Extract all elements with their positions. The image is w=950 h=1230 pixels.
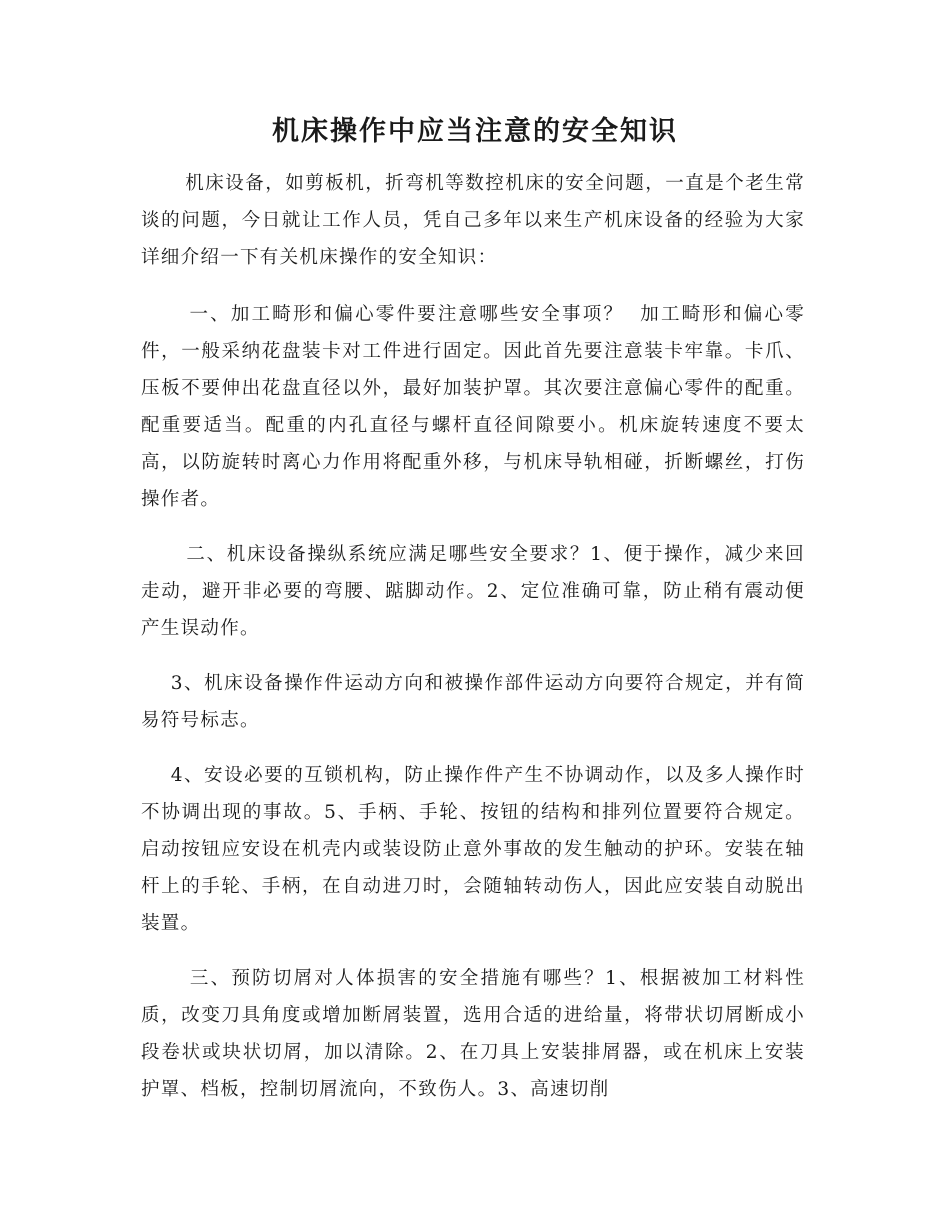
paragraph-section-2: 二、机床设备操纵系统应满足哪些安全要求？1、便于操作，减少来回走动，避开非必要的弯腰、踮脚动作。2、定位准确可靠，防止稍有震动便产生误动作。 bbox=[141, 544, 805, 639]
document-title: 机床操作中应当注意的安全知识 bbox=[272, 116, 678, 147]
paragraph-item-3: 3、机床设备操作件运动方向和被操作部件运动方向要符合规定，并有简易符号标志。 bbox=[141, 673, 805, 731]
paragraph-section-1: 一、加工畸形和偏心零件要注意哪些安全事项？ 加工畸形和偏心零件，一般采纳花盘装卡对工件进行固定。因此首先要注意装卡牢靠。卡爪、压板不要伸出花盘直径以外，最好加装护罩。其次要注意偏心零件的配重。配重要适当。配重的内孔直径与螺杆直径间隙要小。机床旋转速度不要太高，以防旋转时离心力作用将配重外移，与机床导轨相碰，折断螺丝，打伤操作者。 bbox=[141, 304, 805, 510]
document-body bbox=[141, 165, 805, 1126]
paragraph-item-4-5: 4、安设必要的互锁机构，防止操作件产生不协调动作，以及多人操作时不协调出现的事故。5、手柄、手轮、按钮的结构和排列位置要符合规定。启动按钮应安设在机壳内或装设防止意外事故的发生触动的护环。安装在轴杆上的手轮、手柄，在自动进刀时，会随轴转动伤人，因此应安装自动脱出装置。 bbox=[141, 765, 805, 934]
paragraph-intro: 机床设备，如剪板机，折弯机等数控机床的安全问题，一直是个老生常谈的问题，今日就让工作人员，凭自己多年以来生产机床设备的经验为大家详细介绍一下有关机床操作的安全知识： bbox=[141, 173, 805, 268]
paragraph-section-3: 三、预防切屑对人体损害的安全措施有哪些？1、根据被加工材料性质，改变刀具角度或增加断屑装置，选用合适的进给量，将带状切屑断成小段卷状或块状切屑，加以清除。2、在刀具上安装排屑器，或在机床上安装护罩、档板，控制切屑流向，不致伤人。3、高速切削 bbox=[141, 968, 805, 1100]
